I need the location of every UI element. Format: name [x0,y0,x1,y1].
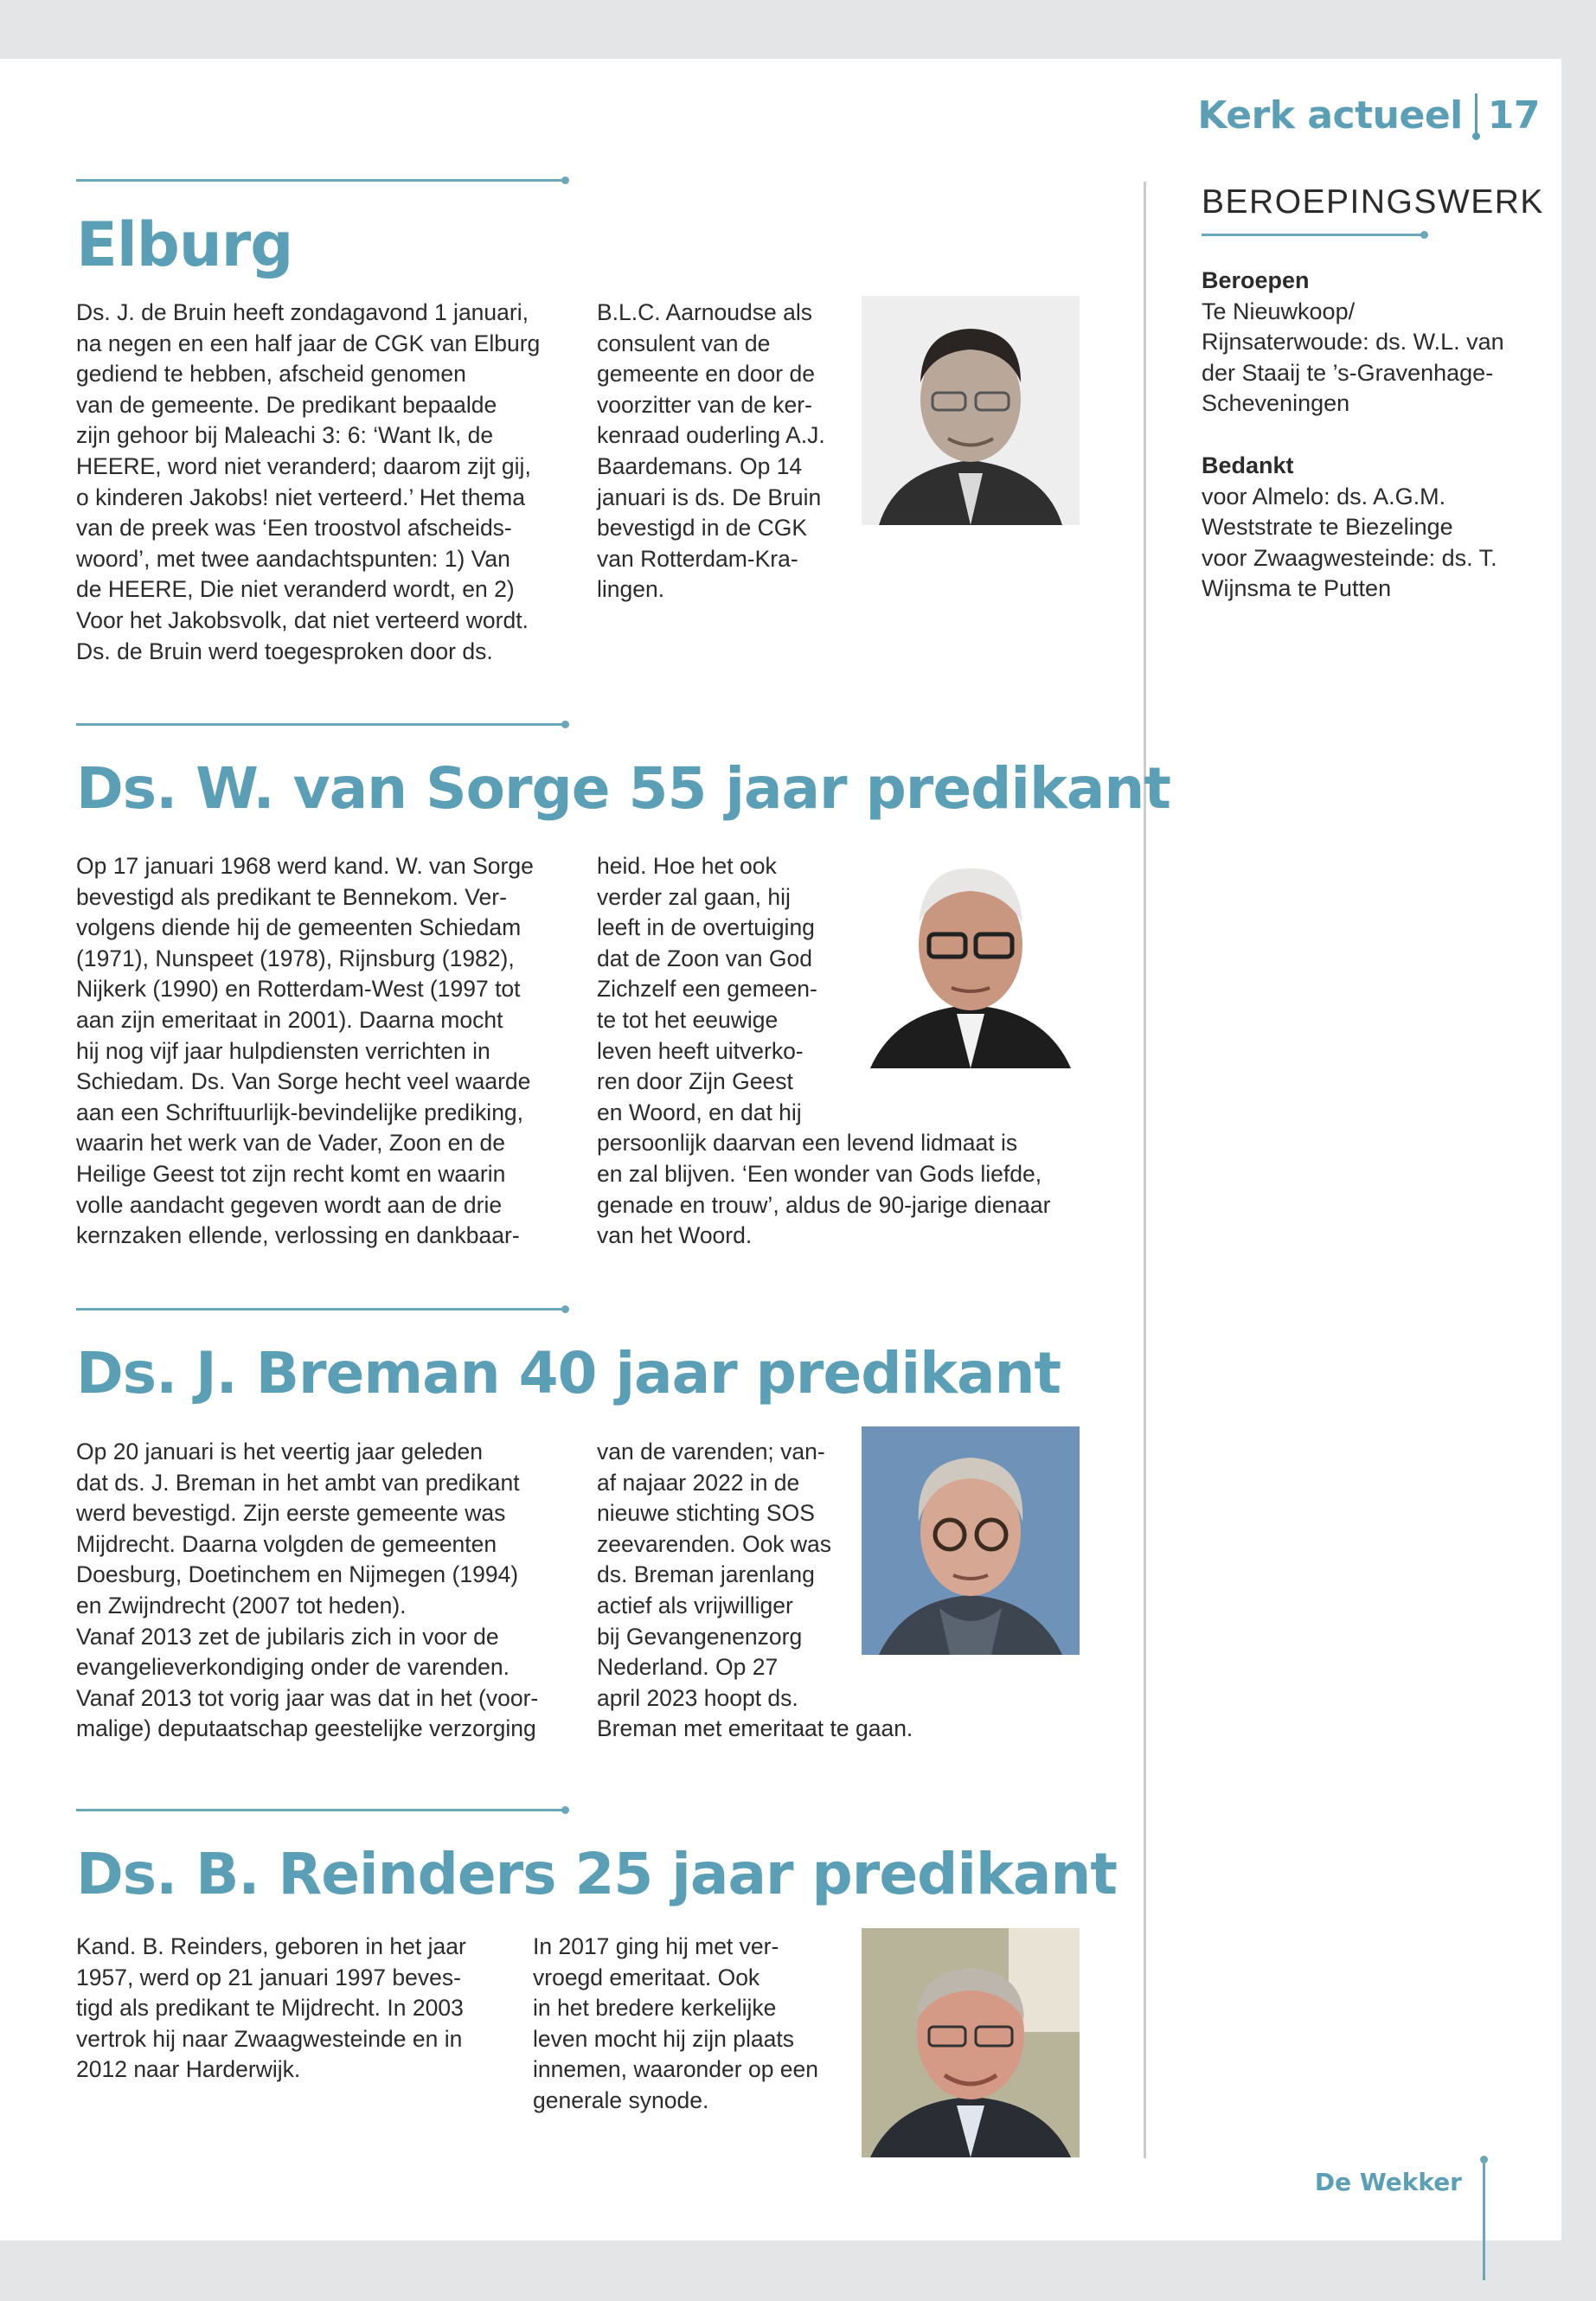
text-line: hij nog vijf jaar hulpdiensten verrichten in [76,1037,490,1064]
section-title: Kerk actueel [1197,93,1463,138]
text-line: Vanaf 2013 zet de jubilaris zich in voor de [76,1623,499,1650]
sidebar-bedankt [1202,451,1497,605]
text-line: vertrok hij naar Zwaagwesteinde en in [76,2025,463,2052]
article-title: Ds. W. van Sorge 55 jaar predikant [76,755,1170,822]
text-line: waarin het werk van de Vader, Zoon en de [76,1130,505,1157]
article-rule [76,1308,566,1311]
article-rule [76,179,566,182]
text-line: gediend te hebben, afscheid genomen [76,361,466,388]
text-line: april 2023 hoopt ds. [597,1684,798,1711]
text-line: zijn gehoor bij Maleachi 3: 6: ‘Want Ik, de [76,422,494,449]
text-line: o kinderen Jakobs! niet verteerd.’ Het thema [76,484,525,510]
text-line: en Zwijndrecht (2007 tot heden). [76,1592,407,1618]
text-line: Breman met emeritaat te gaan. [597,1715,913,1742]
text-line: januari is ds. De Bruin [597,484,822,510]
text-line: heid. Hoe het ook [597,853,777,879]
text-line: Rijnsaterwoude: ds. W.L. van [1202,329,1504,356]
text-line: (1971), Nunspeet (1978), Rijnsburg (1982), [76,945,515,971]
article-col1 [76,851,534,1252]
text-line: tigd als predikant te Mijdrecht. In 2003 [76,1995,464,2022]
text-line: volgens diende hij de gemeenten Schiedam [76,914,522,941]
text-line: genade en trouw’, aldus de 90-jarige dienaar [597,1191,1051,1218]
text-line: Kand. B. Reinders, geboren in het jaar [76,1933,466,1959]
text-line: van het Woord. [597,1222,753,1249]
text-line: Scheveningen [1202,390,1350,417]
text-line: bevestigd als predikant te Bennekom. Ver- [76,883,507,910]
bedankt-label: Bedankt [1202,452,1294,478]
text-line: aan een Schriftuurlijk-bevindelijke prediking, [76,1099,524,1125]
text-line: volle aandacht gegeven wordt aan de drie [76,1191,503,1218]
text-line: Ds. J. de Bruin heeft zondagavond 1 januari, [76,299,529,325]
text-line: leven mocht hij zijn plaats [533,2025,794,2052]
text-line: in het bredere kerkelijke [533,1995,777,2022]
article-title: Ds. B. Reinders 25 jaar predikant [76,1841,1117,1907]
article-col2 [533,1932,818,2117]
text-line: Heilige Geest tot zijn recht komt en waarin [76,1160,506,1187]
text-line: aan zijn emeritaat in 2001). Daarna mocht [76,1006,503,1033]
text-line: 1957, werd op 21 januari 1997 beves- [76,1964,461,1990]
text-line: Op 20 januari is het veertig jaar geleden [76,1439,483,1465]
article-col1 [76,1437,538,1745]
text-line: der Staaij te ’s-Gravenhage- [1202,359,1494,386]
text-line: voor Zwaagwesteinde: ds. T. [1202,544,1497,571]
text-line: ren door Zijn Geest [597,1068,793,1095]
text-line: Nederland. Op 27 [597,1654,779,1681]
portrait-photo [862,841,1080,1068]
text-line: evangelieverkondiging onder de varenden. [76,1654,510,1681]
article-title: Ds. J. Breman 40 jaar predikant [76,1340,1061,1407]
text-line: dat ds. J. Breman in het ambt van predikant [76,1469,520,1496]
text-line: generale synode. [533,2086,709,2113]
text-line: dat de Zoon van God [597,945,812,971]
text-line: bij Gevangenenzorg [597,1623,803,1650]
article-title: Elburg [76,209,293,280]
text-line: voorzitter van de ker- [597,391,812,418]
page-number: 17 [1487,93,1540,138]
text-line: en Woord, en dat hij [597,1099,802,1125]
text-line: Schiedam. Ds. Van Sorge hecht veel waarde [76,1068,531,1095]
text-line: Voor het Jakobsvolk, dat niet verteerd wordt. [76,606,529,633]
sidebar-title: BEROEPINGSWERK [1202,183,1544,221]
text-line: leven heeft uitverko- [597,1037,804,1064]
portrait-photo [862,1928,1080,2157]
text-line: 2012 naar Harderwijk. [76,2056,301,2083]
text-line: nieuwe stichting SOS [597,1500,815,1527]
text-line: van de gemeente. De predikant bepaalde [76,391,497,418]
text-line: Wijnsma te Putten [1202,575,1392,602]
text-line: Mijdrecht. Daarna volgden de gemeenten [76,1530,497,1557]
magazine-brand: De Wekker [1314,2168,1462,2196]
portrait-photo [862,296,1080,525]
text-line: persoonlijk daarvan een levend lidmaat is [597,1130,1018,1157]
header-divider [1475,93,1477,135]
text-line: na negen en een half jaar de CGK van Elburg [76,330,541,356]
text-line: gemeente en door de [597,361,815,388]
text-line: bevestigd in de CGK [597,515,808,542]
text-line: HEERE, word niet veranderd; daarom zijt gij, [76,452,531,479]
text-line: consulent van de [597,330,771,356]
text-line: Ds. de Bruin werd toegesproken door ds. [76,638,493,664]
text-line: lingen. [597,576,665,603]
text-line: voor Almelo: ds. A.G.M. [1202,483,1446,510]
footer-rule [1483,2159,1485,2280]
bedankt-lines [1202,482,1497,605]
text-line: Te Nieuwkoop/ [1202,298,1356,324]
text-line: de HEERE, Die niet veranderd wordt, en 2) [76,576,515,603]
running-header [1125,93,1540,138]
text-line: Zichzelf een gemeen- [597,976,817,1003]
text-line: Baardemans. Op 14 [597,452,803,479]
text-line: Doesburg, Doetinchem en Nijmegen (1994) [76,1561,519,1588]
text-line: leeft in de overtuiging [597,914,815,941]
text-line: In 2017 ging hij met ver- [533,1933,779,1959]
text-line: Op 17 januari 1968 werd kand. W. van Sorge [76,853,534,879]
text-line: af najaar 2022 in de [597,1469,800,1496]
text-line: verder zal gaan, hij [597,883,791,910]
sidebar-rule [1202,234,1425,236]
sidebar-beroepen [1202,266,1504,420]
article-col2 [597,298,825,606]
text-line: kenraad ouderling A.J. [597,422,825,449]
text-line: te tot het eeuwige [597,1006,779,1033]
text-line: van de varenden; van- [597,1439,825,1465]
portrait-photo [862,1426,1080,1655]
text-line: zeevarenden. Ook was [597,1530,832,1557]
article-col1 [76,298,540,667]
text-line: malige) deputaatschap geestelijke verzorging [76,1715,536,1742]
article-col1 [76,1932,466,2086]
text-line: Vanaf 2013 tot vorig jaar was dat in het (voor- [76,1684,539,1711]
text-line: kernzaken ellende, verlossing en dankbaar- [76,1222,520,1249]
text-line: Nijkerk (1990) en Rotterdam-West (1997 tot [76,976,521,1003]
text-line: vroegd emeritaat. Ook [533,1964,760,1990]
text-line: van Rotterdam-Kra- [597,545,798,572]
text-line: werd bevestigd. Zijn eerste gemeente was [76,1500,506,1527]
text-line: actief als vrijwilliger [597,1592,793,1618]
beroepen-label: Beroepen [1202,267,1310,293]
text-line: en zal blijven. ‘Een wonder van Gods liefde, [597,1160,1042,1187]
text-line: woord’, met twee aandachtspunten: 1) Van [76,545,510,572]
beroepen-lines [1202,297,1504,420]
text-line: van de preek was ‘Een troostvol afscheids- [76,515,512,542]
text-line: Weststrate te Biezelinge [1202,514,1453,541]
text-line: B.L.C. Aarnoudse als [597,299,812,325]
article-rule [76,1809,566,1811]
article-rule [76,723,566,726]
column-divider [1144,182,1146,2158]
text-line: innemen, waaronder op een [533,2056,819,2083]
text-line: ds. Breman jarenlang [597,1561,815,1588]
